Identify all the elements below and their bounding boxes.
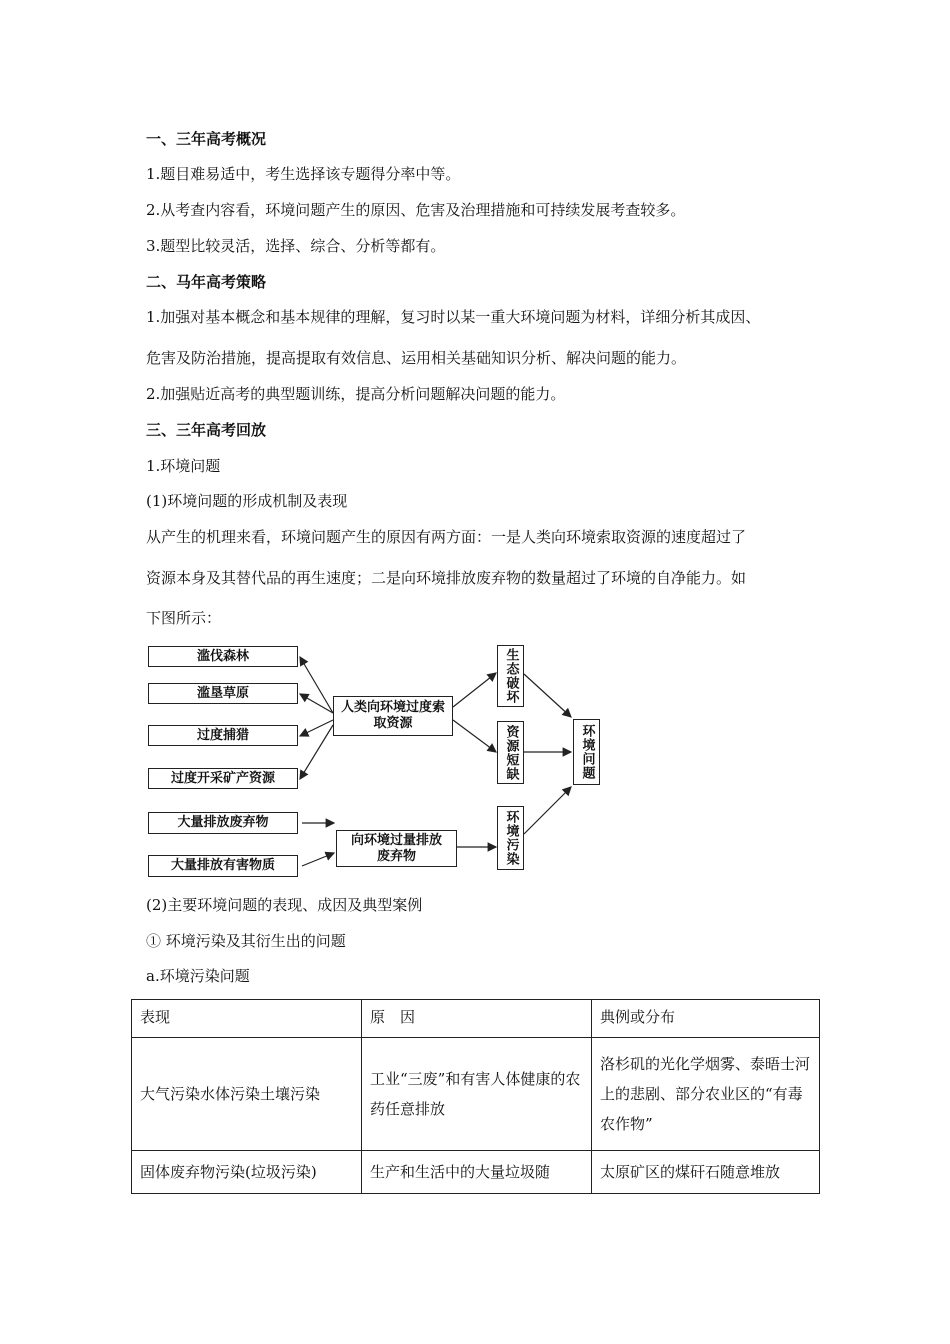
box-pollution: 环境污染 [497,806,524,870]
box-overhunting: 过度捕猎 [148,725,298,746]
s3-para-1: 从产生的机理来看，环境问题产生的原因有两方面：一是人类向环境索取资源的速度超过了 [146,528,747,546]
table-cell: 生产和生活中的大量垃圾随 [362,1151,592,1194]
box-resource-shortage: 资源短缺 [497,721,524,784]
s3-para-2: 资源本身及其替代品的再生速度；二是向环境排放废弃物的数量超过了环境的自净能力。如 [146,569,747,587]
box-excess-waste: 向环境过量排放废弃物 [336,830,457,867]
s3-para-3: 下图所示： [146,609,222,627]
table-cell: 工业“三废”和有害人体健康的农药任意排放 [362,1038,592,1151]
table-row [132,1038,820,1151]
s2-item-2: 2.加强贴近高考的典型题训练，提高分析问题解决问题的能力。 [146,385,566,403]
table-row [132,1151,820,1194]
table-cell: 太原矿区的煤矸石随意堆放 [592,1151,820,1194]
s3-sub-5: a.环境污染问题 [146,967,250,985]
box-overmining: 过度开采矿产资源 [148,768,298,789]
section-title-2: 二、马年高考策略 [146,273,267,291]
s3-sub-1: 1.环境问题 [146,457,221,475]
section-title-3: 三、三年高考回放 [146,421,267,439]
s2-item-1: 1.加强对基本概念和基本规律的理解，复习时以某一重大环境问题为材料，详细分析其成因、 [146,308,761,326]
box-waste-discharge: 大量排放废弃物 [148,812,298,834]
box-harmful-discharge: 大量排放有害物质 [148,855,298,877]
box-eco-damage: 生态破坏 [497,645,524,707]
header-example: 典例或分布 [592,1000,820,1038]
box-grassland-reclamation: 滥垦草原 [148,683,298,704]
s2-item-1-cont: 危害及防治措施，提高提取有效信息、运用相关基础知识分析、解决问题的能力。 [146,349,687,367]
table-header-row [132,1000,820,1038]
s1-item-3: 3.题型比较灵活，选择、综合、分析等都有。 [146,237,446,255]
header-cause: 原 因 [362,1000,592,1038]
pollution-table [131,999,820,1194]
s3-sub-2: (1)环境问题的形成机制及表现 [146,492,348,510]
section-title-1: 一、三年高考概况 [146,130,267,148]
s3-sub-4: ① 环境污染及其衍生出的问题 [146,932,346,950]
s1-item-2: 2.从考查内容看，环境问题产生的原因、危害及治理措施和可持续发展考查较多。 [146,201,686,219]
box-deforestation: 滥伐森林 [148,646,298,667]
s3-sub-3: (2)主要环境问题的表现、成因及典型案例 [146,896,423,914]
table-cell: 洛杉矶的光化学烟雾、泰晤士河上的悲剧、部分农业区的“有毒农作物” [592,1038,820,1151]
s1-item-1: 1.题目难易适中，考生选择该专题得分率中等。 [146,165,461,183]
table-cell: 固体废弃物污染(垃圾污染) [132,1151,362,1194]
header-manifestation: 表现 [132,1000,362,1038]
box-env-problem: 环境问题 [573,719,600,785]
table-cell: 大气污染水体污染土壤污染 [132,1038,362,1151]
box-overexploit-resources: 人类向环境过度索取资源 [333,696,453,736]
